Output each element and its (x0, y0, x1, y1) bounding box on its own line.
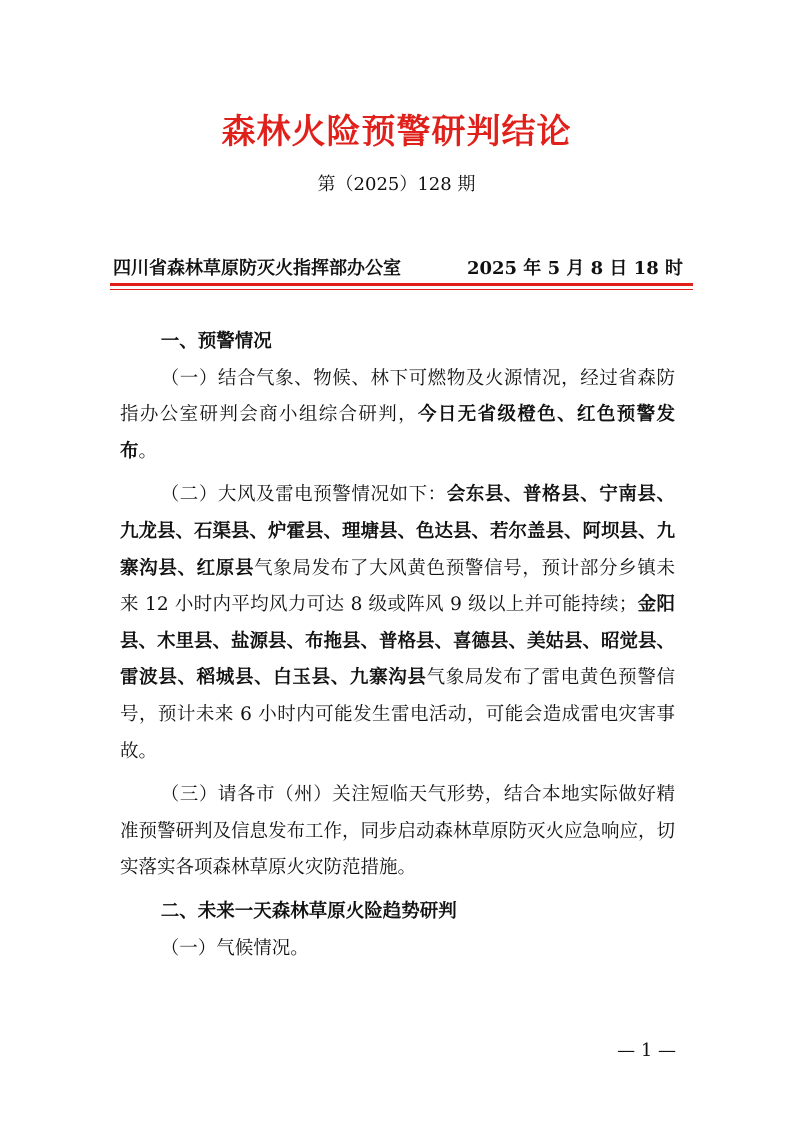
issue-number: 第（2025）128 期 (317, 174, 476, 195)
paragraph-text: （一）结合气象、物候、林下可燃物及火源情况，经过省森防指办公室研判会商小组综合研判， (120, 367, 675, 426)
header-rule-thin (110, 289, 693, 290)
document-body (120, 324, 675, 967)
issuing-organization: 四川省森林草原防灭火指挥部办公室 (113, 258, 401, 279)
paragraph-warning-2 (120, 477, 675, 770)
subsection-climate: （一）气候情况。 (160, 937, 309, 959)
section-heading-trend: 二、未来一天森林草原火险趋势研判 (160, 900, 457, 922)
page-number: — 1 — (617, 1040, 676, 1061)
paragraph-text: 气象局发布了雷电黄色预警信号，预计未来 6 小时内可能发生雷电活动，可能会造成雷电灾害事故。 (120, 667, 675, 762)
paragraph-text: 气象局发布了大风黄色预警信号，预计部分乡镇未来 12 小时内平均风力可达 8 级或阵风 9 级以上并可能持续； (120, 557, 675, 616)
section-heading-warning: 一、预警情况 (160, 331, 272, 352)
paragraph-warning-3: （三）请各市（州）关注短临天气形势，结合本地实际做好精准预警研判及信息发布工作，同步启动森林草原防灭火应急响应，切实落实各项森林草原火灾防范措施。 (120, 784, 676, 879)
header-rule-thick (110, 283, 693, 286)
thunder-warning-counties: 金阳县、木里县、盐源县、布拖县、普格县、喜德县、美姑县、昭觉县、雷波县、稻城县、白玉县、九寨沟县 (120, 594, 676, 689)
paragraph-emphasis: 今日无省级橙色、红色预警发布 (120, 404, 675, 462)
paragraph-text: （二）大风及雷电预警情况如下： (160, 484, 447, 506)
issue-date: 2025 年 5 月 8 日 18 时 (466, 258, 683, 279)
document-title: 森林火险预警研判结论 (221, 112, 572, 152)
wind-warning-counties: 会东县、普格县、宁南县、九龙县、石渠县、炉霍县、理塘县、色达县、若尔盖县、阿坝县、九寨沟县、红原县 (120, 484, 676, 579)
paragraph-warning-1 (120, 361, 675, 471)
paragraph-text: 。 (138, 440, 158, 462)
